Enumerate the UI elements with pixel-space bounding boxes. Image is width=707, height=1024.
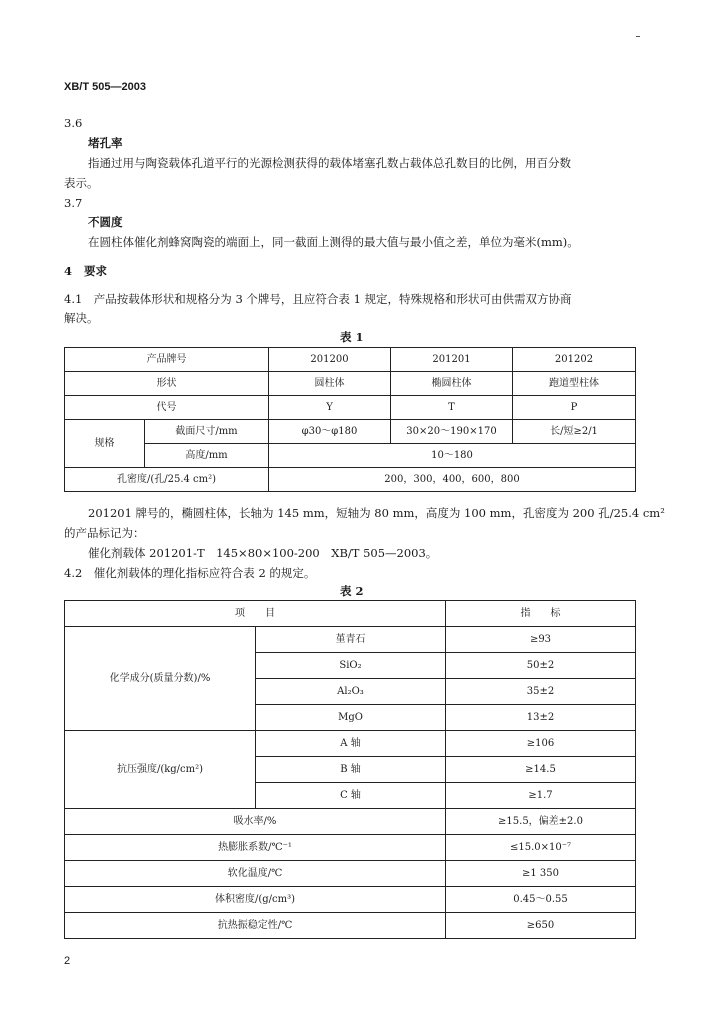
clause-body-4-1-line2: 解决。 [64,311,99,325]
table-cell: 吸水率/% [65,809,446,835]
table-row [65,913,636,939]
table-cell: 化学成分(质量分数)/% [65,627,256,731]
table-cell: 跑道型柱体 [513,372,636,396]
table-cell: 200，300，400，600，800 [269,468,636,492]
table-cell: ≥93 [446,627,636,653]
table-header-cell: 产品牌号 [65,348,269,372]
table-row [65,731,636,757]
table-header-cell: 项 目 [65,601,446,627]
table-row [65,601,636,627]
table-cell: 体积密度/(g/cm³) [65,887,446,913]
table-row [65,348,636,372]
table-cell: 50±2 [446,653,636,679]
table-cell: 0.45～0.55 [446,887,636,913]
clause-body-4-1-line1: 4.1 产品按载体形状和规格分为 3 个牌号，且应符合表 1 规定，特殊规格和形状可由供需双方协商 [64,292,572,306]
table-cell: ≤15.0×10⁻⁷ [446,835,636,861]
table-cell: 规格 [65,420,145,468]
table-header-cell: 201201 [391,348,513,372]
table-row [65,887,636,913]
table-cell: T [391,396,513,420]
table-cell: 圆柱体 [269,372,391,396]
table-row [65,835,636,861]
table-cell: 30×20～190×170 [391,420,513,444]
table-cell: 软化温度/℃ [65,861,446,887]
clause-number-3-7: 3.7 [64,196,83,210]
table-cell: Al₂O₃ [256,679,446,705]
table-header-cell: 指 标 [446,601,636,627]
clause-body-3-7: 在圆柱体催化剂蜂窝陶瓷的端面上，同一截面上测得的最大值与最小值之差，单位为毫米(mm)。 [88,235,579,249]
table-cell: 抗热振稳定性/℃ [65,913,446,939]
table-cell: 堇青石 [256,627,446,653]
table-cell: 10～180 [269,444,636,468]
table-cell: 截面尺寸/mm [145,420,269,444]
table-cell: ≥1.7 [446,783,636,809]
table-cell: MgO [256,705,446,731]
table-header-cell: 201200 [269,348,391,372]
clause-body-4-2: 4.2 催化剂载体的理化指标应符合表 2 的规定。 [64,566,316,580]
table-cell: B 轴 [256,757,446,783]
clause-title-3-6: 堵孔率 [88,136,123,150]
table-row [65,396,636,420]
example-line1: 201201 牌号的，椭圆柱体，长轴为 145 mm，短轴为 80 mm，高度为 100 mm，孔密度为 200 孔/25.4 cm² [88,506,665,520]
table-cell: 形状 [65,372,269,396]
table-cell: ≥15.5，偏差±2.0 [446,809,636,835]
clause-title-3-7: 不圆度 [88,215,123,229]
table1-caption: 表 1 [340,330,364,344]
table-cell: φ30～φ180 [269,420,391,444]
table-cell: 孔密度/(孔/25.4 cm²) [65,468,269,492]
example-line2: 的产品标记为： [64,526,145,540]
scan-mark [636,36,640,37]
table-cell: ≥106 [446,731,636,757]
clause-body-3-6-line1: 指通过用与陶瓷载体孔道平行的光源检测获得的载体堵塞孔数占载体总孔数目的比例，用百分数 [88,156,571,170]
table-cell: 椭圆柱体 [391,372,513,396]
table-cell: ≥650 [446,913,636,939]
clause-number-3-6: 3.6 [64,116,83,130]
table-cell: 代号 [65,396,269,420]
table-row [65,627,636,653]
table-row [65,861,636,887]
table-row [65,372,636,396]
document-code: XB/T 505—2003 [64,81,146,93]
table-cell: SiO₂ [256,653,446,679]
table2-caption: 表 2 [340,584,364,598]
table-1 [64,347,636,492]
table-cell: A 轴 [256,731,446,757]
table-cell: 13±2 [446,705,636,731]
table-cell: Y [269,396,391,420]
table-cell: ≥14.5 [446,757,636,783]
example-line3: 催化剂载体 201201-T 145×80×100-200 XB/T 505—2003。 [88,546,438,560]
clause-body-3-6-line2: 表示。 [64,176,99,190]
page-number: 2 [64,955,71,967]
table-cell: C 轴 [256,783,446,809]
section-number-4: 4 [64,264,73,278]
table-row [65,420,636,444]
table-cell: 长/短≥2/1 [513,420,636,444]
table-2 [64,600,636,939]
table-cell: 高度/mm [145,444,269,468]
table-cell: 抗压强度/(kg/cm²) [65,731,256,809]
table-cell: 35±2 [446,679,636,705]
table-cell: ≥1 350 [446,861,636,887]
table-row [65,809,636,835]
table-row [65,444,636,468]
table-cell: 热膨胀系数/℃⁻¹ [65,835,446,861]
table-cell: P [513,396,636,420]
table-row [65,468,636,492]
table-header-cell: 201202 [513,348,636,372]
section-title-4: 要求 [84,264,107,278]
